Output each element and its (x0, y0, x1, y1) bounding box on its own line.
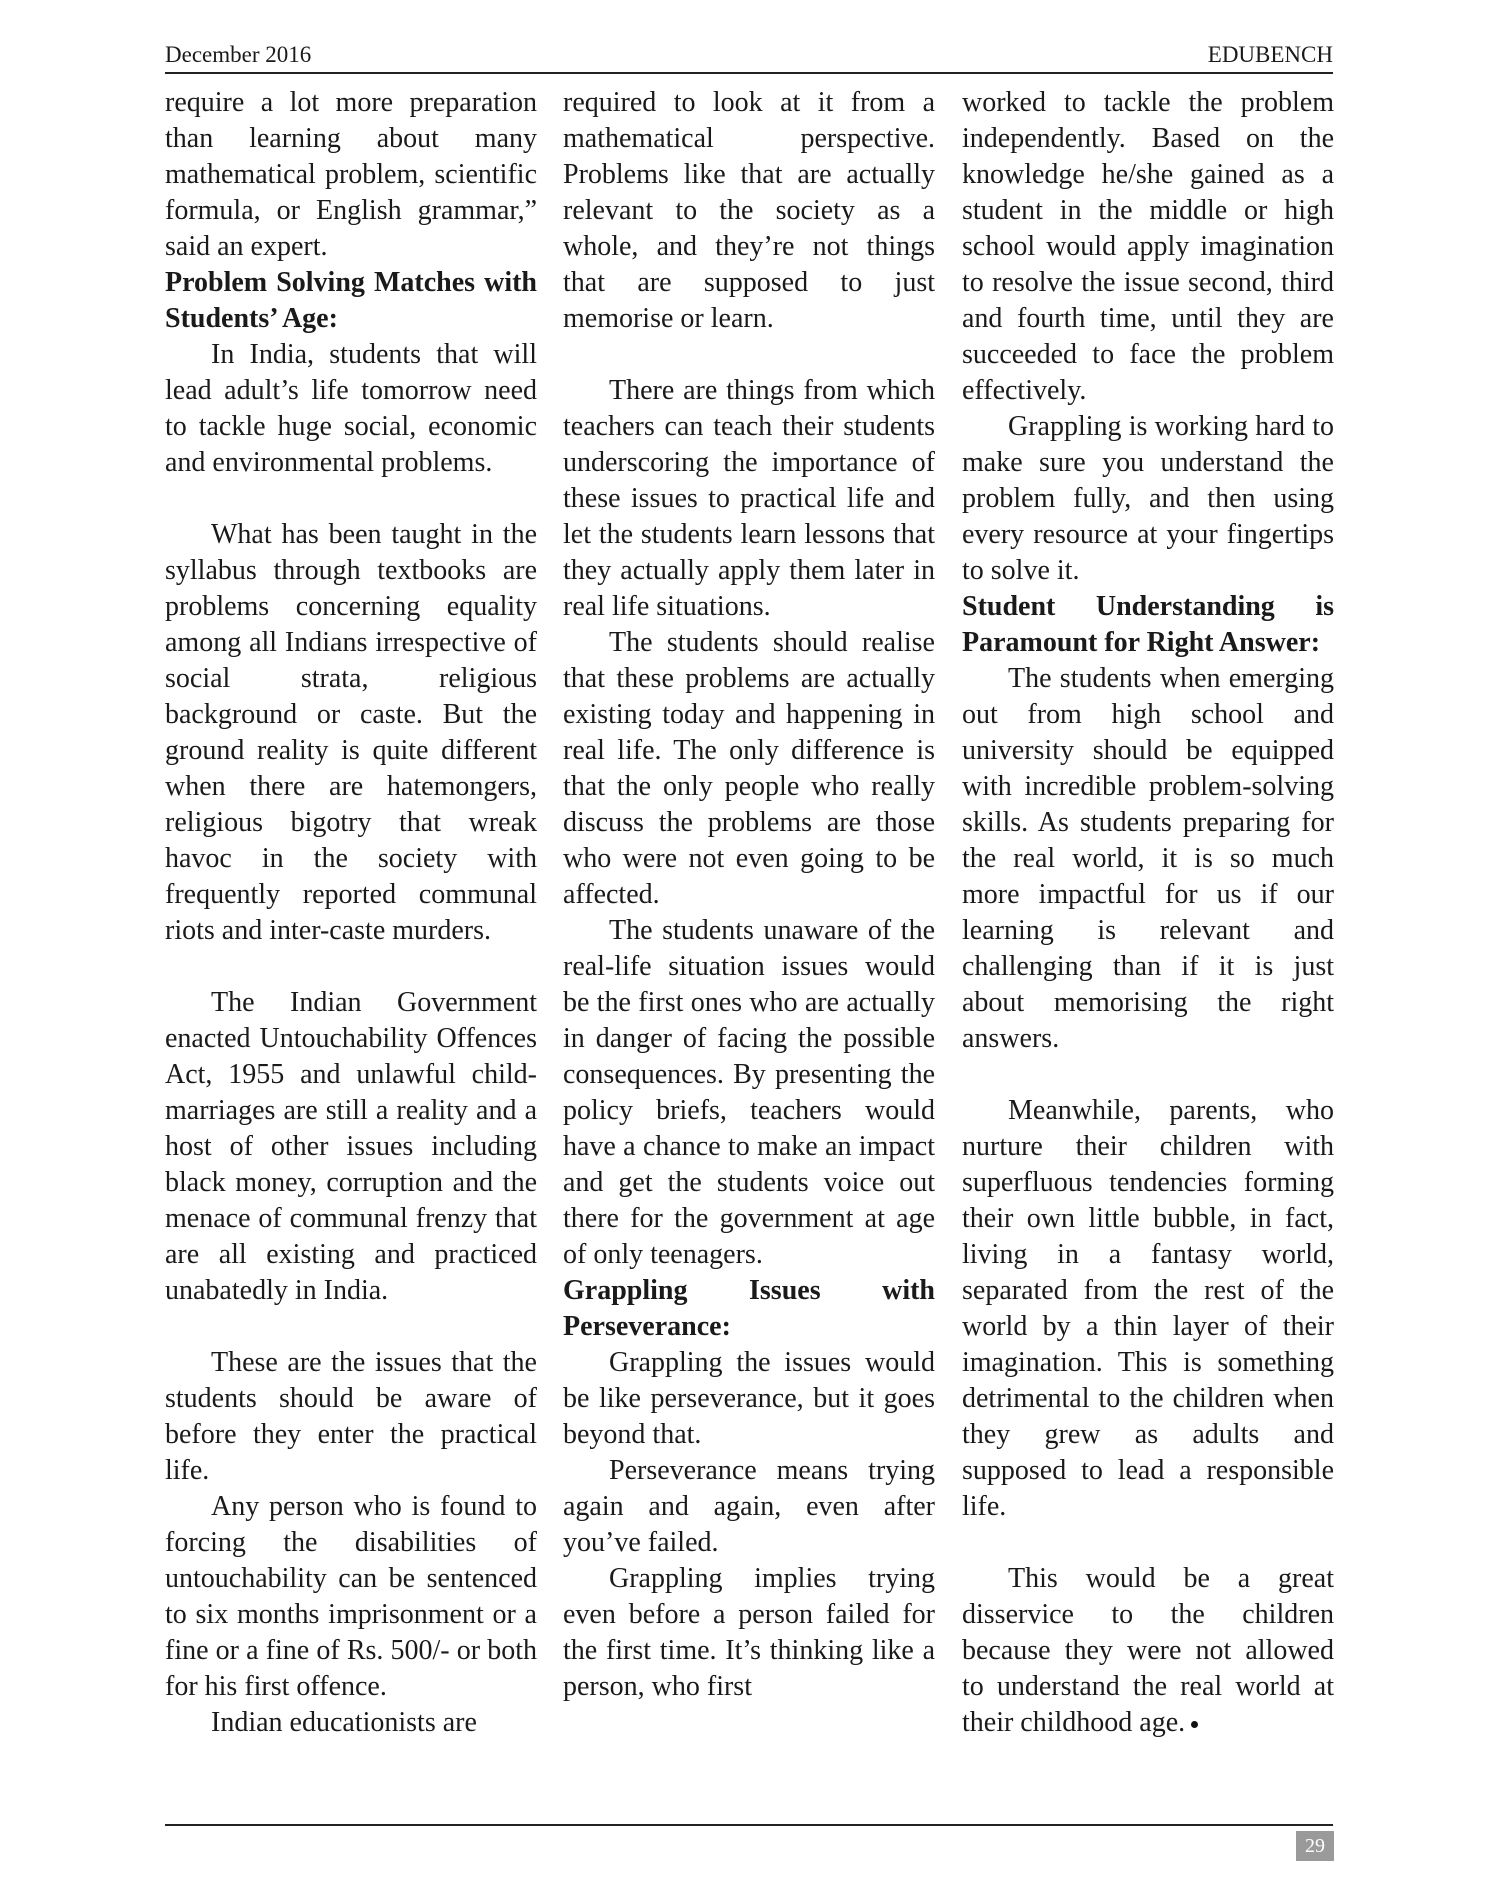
paragraph: required to look at it from a mathematical perspective. Problems like that are actually relevant to the society as a whole, and they’re not things that are supposed to just memorise or learn. (563, 87, 935, 334)
paragraph: Grappling the issues would be like perseverance, but it goes beyond that. (563, 1347, 935, 1450)
paragraph: The students should realise that these problems are actually existing today and happening in real life. The only difference is that the only people who really discuss the problems are those who were not even going to be affected. (563, 627, 935, 910)
paragraph: In India, students that will lead adult’s life tomorrow need to tackle huge social, economic and environmental problems. (165, 339, 537, 478)
section-heading: Student Understanding is Paramount for Right Answer: (962, 591, 1334, 658)
paragraph: The students when emerging out from high school and university should be equipped with incredible problem-solving skills. As students preparing for the real world, it is so much more impactful for us if our learning is relevant and challenging than if it is just about memorising the right answers. (962, 663, 1334, 1054)
paragraph: require a lot more preparation than learning about many mathematical problem, scientific formula, or English grammar,” said an expert. (165, 87, 537, 262)
header-divider (165, 72, 1333, 74)
paragraph: Indian educationists are (211, 1707, 477, 1738)
paragraph: Perseverance means trying again and again, even after you’ve failed. (563, 1455, 935, 1558)
paragraph: What has been taught in the syllabus through textbooks are problems concerning equality among all Indians irrespective of social strata, religious background or caste. But the ground reality is quite different when there are hatemongers, religious bigotry that wreak havoc in the society with frequently reported communal riots and inter-caste murders. (165, 519, 537, 946)
paragraph: There are things from which teachers can teach their students underscoring the importance of these issues to practical life and let the students learn lessons that they actually apply them later in real life situations. (563, 375, 935, 622)
section-heading: Problem Solving Matches with Students’ Age: (165, 267, 537, 334)
paragraph: These are the issues that the students should be aware of before they enter the practical life. (165, 1347, 537, 1486)
column-1 (165, 85, 537, 1741)
paragraph: The students unaware of the real-life situation issues would be the first ones who are actually in danger of facing the possible consequences. By presenting the policy briefs, teachers would have a chance to make an impact and get the students voice out there for the government at age of only teenagers. (563, 915, 935, 1270)
page-number: 29 (1296, 1831, 1334, 1861)
paragraph-text: This would be a great disservice to the children because they were not allowed to understand the real world at their childhood age. (962, 1563, 1334, 1738)
column-3 (962, 85, 1334, 1741)
section-heading: Grappling Issues with Perseverance: (563, 1275, 935, 1342)
paragraph: Grappling is working hard to make sure you understand the problem fully, and then using every resource at your fingertips to solve it. (962, 411, 1334, 586)
page-header (165, 40, 1333, 74)
column-2 (563, 85, 935, 1705)
paragraph: Meanwhile, parents, who nurture their children with superfluous tendencies forming their own little bubble, in fact, living in a fantasy world, separated from the rest of the world by a thin layer of their imagination. This is something detrimental to the children when they grew as adults and supposed to lead a responsible life. (962, 1095, 1334, 1522)
paragraph: Any person who is found to forcing the disabilities of untouchability can be sentenced to six months imprisonment or a fine or a fine of Rs. 500/- or both for his first offence. (165, 1491, 537, 1702)
paragraph: Grappling implies trying even before a person failed for the first time. It’s thinking like a person, who first (563, 1563, 935, 1702)
footer-divider (165, 1824, 1333, 1826)
end-mark-icon (1191, 1721, 1198, 1728)
paragraph (962, 1561, 1334, 1741)
publication-name: EDUBENCH (1207, 42, 1333, 67)
paragraph: The Indian Government enacted Untouchability Offences Act, 1955 and unlawful child-marriages are still a reality and a host of other issues including black money, corruption and the menace of communal frenzy that are all existing and practiced unabatedly in India. (165, 987, 537, 1306)
paragraph: worked to tackle the problem independently. Based on the knowledge he/she gained as a student in the middle or high school would apply imagination to resolve the issue second, third and fourth time, until they are succeeded to face the problem effectively. (962, 87, 1334, 406)
issue-date: December 2016 (165, 42, 312, 67)
